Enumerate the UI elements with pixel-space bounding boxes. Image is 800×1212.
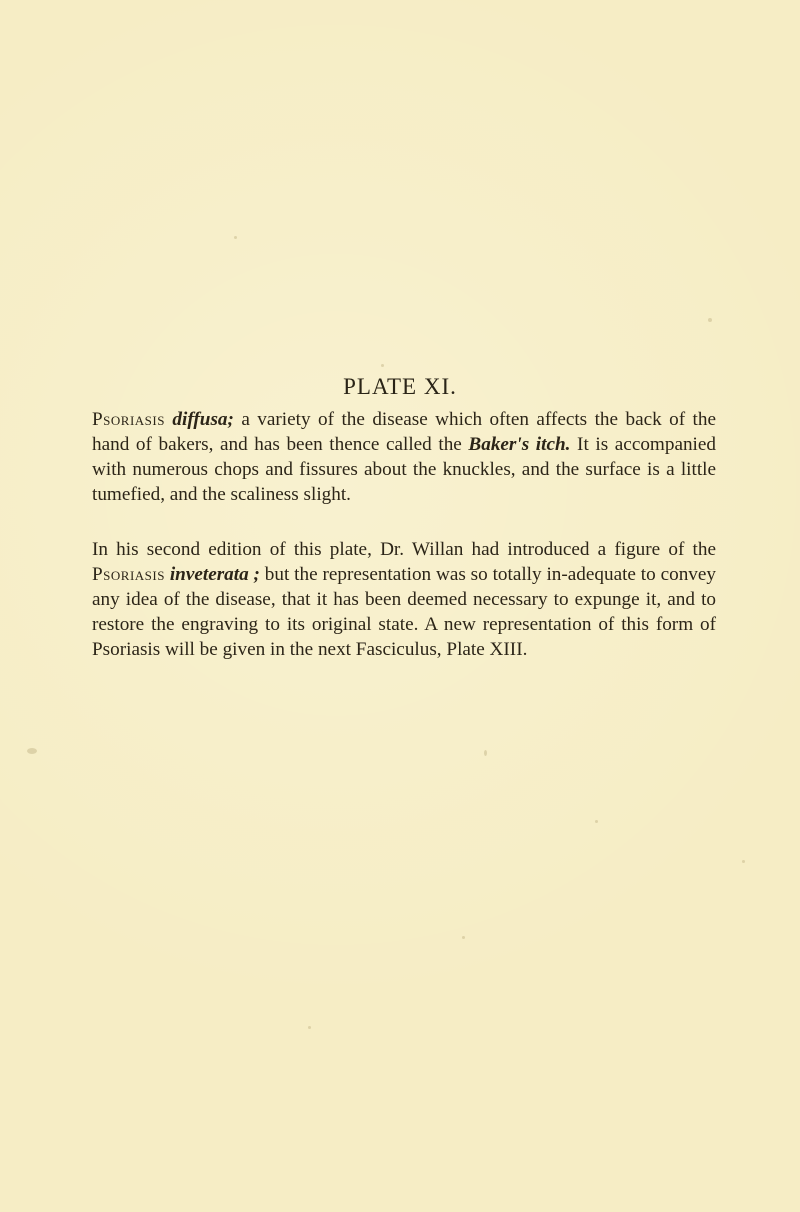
disease-name: Psoriasis [92,409,165,430]
paper-speck [708,318,712,322]
paper-speck [27,748,37,754]
disease-name: Psoriasis [92,564,165,585]
paragraph-1 [92,407,716,507]
paper-speck [484,750,487,756]
paper-speck [381,364,384,367]
paragraph-1-text-b: It is accompanied with numerous chops and fissures about the knuckles, and the surface is a little tumefied, and the scaliness slight. [92,434,717,505]
variety-name: inveterata ; [169,564,260,585]
paragraph-2-text-b: but the representation was so totally in-adequate to convey any idea of the disease, that it has been deemed necessary to expunge it, and to restore the engraving to its original state. A new representation of this form of Psoriasis will be given in the next Fasciculus, Plate XIII. [92,564,716,660]
variety-name: diffusa; [172,409,234,430]
paper-speck [462,936,465,939]
bakers-itch-term: Baker's itch. [468,434,571,455]
paper-speck [308,1026,311,1029]
paper-speck [742,860,745,863]
paragraph-1-text-a: a variety of the disease which often affects the back of the hand of bakers, and has been thence called the [92,409,716,455]
paper-speck [595,820,598,823]
plate-title: PLATE XI. [343,374,457,399]
paragraph-2 [92,537,716,662]
paragraph-2-text-a: In his second edition of this plate, Dr. Willan had introduced a figure of the [92,539,716,560]
paper-speck [234,236,237,239]
